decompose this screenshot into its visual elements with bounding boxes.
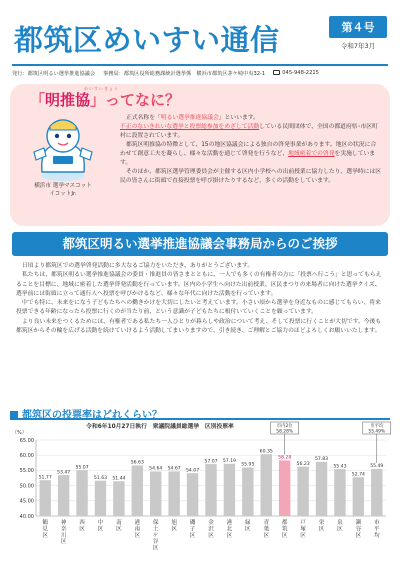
bar [58, 475, 69, 516]
x-tick-label: 区 [79, 526, 85, 533]
x-tick-label: 戸 [300, 520, 306, 526]
x-tick-label: 区 [134, 532, 141, 539]
x-tick-label: 南 [134, 526, 141, 533]
mascot-caption: 横浜市 選挙マスコット イコットJr. [34, 183, 92, 197]
x-tick-label: 筑 [281, 526, 288, 533]
bar [40, 480, 51, 516]
issue-number-badge: 第４号 [329, 16, 387, 38]
bar-value-label: 55.43 [333, 464, 347, 470]
y-tick-label: 45.00 [19, 498, 34, 505]
x-tick-label: 港 [134, 520, 141, 526]
bar [334, 469, 345, 516]
bar [242, 468, 253, 516]
x-tick-label: 金 [208, 520, 214, 526]
bar [132, 465, 143, 516]
bar-value-label: 56.23 [296, 461, 310, 467]
newsletter-header [0, 0, 400, 77]
x-tick-label: 保 [152, 520, 159, 526]
x-tick-label: 区 [208, 532, 214, 539]
x-tick-label: 区 [245, 526, 251, 533]
phone-number: 045-948-2215 [273, 70, 319, 76]
bar [353, 477, 364, 516]
bar-value-label: 57.07 [204, 459, 218, 465]
annotation-label: 市内2位 [276, 424, 293, 429]
greeting-paragraph-2: 私たちは、都筑区明るい選挙推進協議会の委員・推進員の皆さまとともに、一人でも多くの有権者の方に「投票へ行こう」と思ってもらえることを目標に、地域に密着した選挙啓発活動を行っています。区内の小学生へ向けた出前授業、区民まつりの来場者に向けた選挙クイズ、選挙前には街頭に立って通行人へ投票を呼びかけるなど、様々な年代に向けた活動を行っています。 [16, 272, 382, 297]
greeting-body [16, 262, 386, 336]
bar-value-label: 54.64 [149, 466, 163, 472]
bar-value-label: 51.44 [112, 476, 126, 482]
office-address: 事務局：都筑区役所総務課統計選挙係 横浜市都筑区茅ケ崎中央32-1 [103, 70, 266, 77]
phone-icon [273, 70, 280, 75]
x-tick-label: 区 [116, 526, 122, 533]
bar-value-label: 57.83 [314, 456, 329, 462]
section1-paragraph-2: 都筑区明推協の特徴として、15の地区協議会による独自の啓発事業があります。地区の状況に合わせて創意工夫を凝らし、様々な活動を通じて啓発を行うなど、地域密着での啓発を実施しています。 [120, 142, 377, 166]
bar [279, 460, 290, 516]
x-tick-label: 区 [281, 532, 288, 539]
x-tick-label: 葉 [263, 526, 270, 533]
x-tick-label: 中 [97, 520, 104, 526]
x-tick-label: 子 [189, 526, 196, 533]
bar-value-label: 55.95 [241, 462, 255, 468]
x-tick-label: 栄 [318, 520, 325, 526]
y-tick-label: 50.00 [19, 483, 34, 490]
turnout-bar-chart [10, 420, 392, 566]
what-is-meisuikyo-section [10, 84, 390, 226]
bar [261, 454, 272, 516]
greeting-paragraph-3: 中でも特に、未来をになう子どもたちへの働きかけを大切にしたいと考えています。小さい頃から選挙を身近なものに感じてもらい、将来投票できる年齢になったら投票に行くのが当たり前、という意識が子どもたちに根付いていくことを願っています。 [16, 300, 381, 316]
chart-section-header [10, 406, 390, 420]
bar [95, 481, 106, 516]
x-tick-label: 均 [373, 532, 380, 539]
x-tick-label: 区 [152, 545, 159, 552]
publisher-info [12, 68, 388, 78]
x-tick-label: 区 [189, 532, 196, 539]
x-tick-label: 青 [263, 520, 270, 526]
x-tick-label: 瀬 [355, 520, 362, 526]
y-tick-label: 40.00 [19, 513, 34, 520]
x-tick-label: 神 [60, 520, 67, 526]
x-tick-label: ケ [152, 532, 159, 539]
bar-value-label: 51.63 [93, 475, 108, 481]
x-tick-label: 旭 [171, 520, 177, 526]
section1-body [120, 114, 382, 186]
x-tick-label: 沢 [208, 526, 214, 533]
x-tick-label: 平 [373, 526, 380, 533]
x-tick-label: 見 [42, 526, 49, 533]
greeting-paragraph-4: より良い未来をつくるためには、有権者である私たち一人ひとりが暮らしや政治について考え、そして投票に行くことが大切です。今後も都筑区からその輪を広げる活動を続けていけるよう活動してまいりますので、引き続き、ご理解とご協力のほどよろしくお願いいたします。 [16, 318, 382, 335]
square-bullet-icon [10, 411, 18, 419]
bar-value-label: 53.47 [57, 470, 71, 476]
bar [150, 471, 161, 516]
x-tick-label: 区 [60, 539, 67, 546]
section1-paragraph-1: 正式名称を「明るい選挙推進協議会」といいます。 不正のないきれいな選挙と投票総参加をめざして活動している民間団体で、全国の都道府県･市区町村に設置されています。 [120, 115, 378, 139]
x-tick-label: 区 [97, 526, 104, 533]
header-divider [12, 64, 388, 66]
section1-paragraph-3: そのほか、都筑区選挙管理委員会が主催する区内小学校への出前授業に協力したり、選挙時には区民の皆さんに街頭で直接投票を呼び掛けたりするなど、多くの活動をしています。 [120, 169, 382, 184]
x-tick-label: 北 [226, 526, 233, 533]
x-tick-label: 港 [226, 520, 233, 526]
bar-value-label: 60.35 [259, 449, 273, 455]
publisher-name: 発行：都筑区明るい選挙推進協議会 [12, 70, 96, 77]
y-tick-label: 60.00 [19, 453, 34, 459]
x-tick-label: 区 [300, 532, 306, 539]
x-tick-label: 南 [116, 520, 122, 526]
x-tick-label: 鶴 [42, 520, 49, 526]
newsletter-title: 都筑区めいすい通信 [14, 23, 280, 57]
bar-value-label: 51.77 [38, 475, 52, 481]
x-tick-label: 谷 [152, 539, 159, 546]
bar [76, 470, 87, 516]
x-tick-label: 区 [42, 532, 49, 539]
y-axis-unit: （%） [12, 430, 27, 436]
bar-value-label: 55.49 [370, 464, 384, 470]
bar [371, 469, 382, 516]
y-tick-label: 55.00 [19, 468, 34, 475]
x-tick-label: 西 [79, 520, 85, 526]
bar [205, 464, 216, 516]
section1-title: 「明推協」ってなに？ [30, 91, 181, 109]
bar [297, 467, 308, 516]
annotation-value: 55.49% [368, 429, 386, 435]
x-tick-label: 塚 [300, 526, 306, 533]
bar-value-label: 55.07 [75, 465, 89, 471]
bar-value-label: 57.19 [222, 458, 236, 464]
x-tick-label: 都 [281, 520, 288, 526]
x-tick-label: 奈 [60, 526, 67, 533]
bar [187, 473, 198, 516]
annotation-value: 58.28% [276, 429, 294, 435]
bar-value-label: 54.07 [186, 468, 200, 474]
bar [113, 481, 124, 516]
x-tick-label: 市 [373, 520, 380, 526]
x-tick-label: 土 [152, 526, 159, 533]
x-tick-label: 谷 [355, 526, 362, 533]
bar [316, 462, 327, 516]
greeting-section-title: 都筑区明るい選挙推進協議会事務局からのご挨拶 [12, 232, 388, 256]
chart-title: 令和6年10月27日執行 衆議院議員総選挙 区別投票率 [86, 424, 234, 430]
bar-value-label: 54.67 [167, 466, 181, 472]
x-tick-label: 緑 [245, 520, 251, 526]
chart-section-title: 都筑区の投票率はどれくらい？ [10, 406, 162, 421]
x-tick-label: 磯 [189, 520, 196, 526]
annotation-label: 市平均 [370, 424, 384, 429]
bar [168, 471, 179, 516]
bar-value-label: 52.74 [351, 472, 365, 478]
x-tick-label: 区 [226, 532, 233, 539]
x-tick-label: 泉 [337, 520, 343, 526]
bar-value-label: 56.63 [130, 460, 144, 466]
title-furigana: めいすいきょう [84, 86, 119, 91]
issue-date: 令和7年3月 [340, 42, 376, 50]
y-tick-label: 65.00 [19, 437, 34, 444]
x-tick-label: 区 [318, 526, 325, 533]
x-tick-label: 区 [355, 532, 362, 539]
x-tick-label: 区 [337, 526, 343, 533]
x-tick-label: 区 [171, 526, 177, 533]
title-highlight: 明推協 [45, 91, 91, 109]
greeting-paragraph-1: 日頃より都筑区での選挙啓発活動に多大なるご協力をいただき、ありがとうございます。 [22, 263, 254, 269]
x-tick-label: 区 [263, 532, 270, 539]
bar-value-label: 58.28 [278, 455, 292, 461]
x-tick-label: 川 [60, 532, 67, 539]
bar [224, 464, 235, 516]
mascot-illustration-icon [20, 112, 106, 182]
